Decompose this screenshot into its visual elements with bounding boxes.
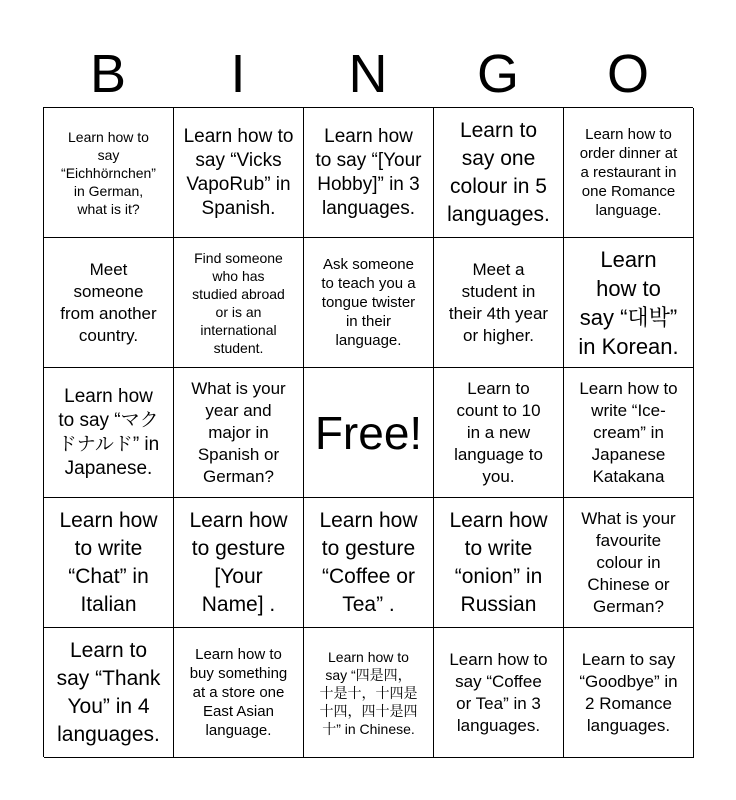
bingo-cell-r5-c5[interactable] — [564, 628, 694, 758]
bingo-cell-r1-c3[interactable] — [304, 108, 434, 238]
bingo-cell-r4-c1[interactable] — [44, 498, 174, 628]
bingo-cell-text: Learn to count to 10 in a new language to you. — [454, 378, 543, 486]
bingo-cell-text: Learn how to write “Ice- cream” in Japanese Katakana — [579, 378, 678, 486]
bingo-cell-text: Learn how to order dinner at a restaurant in one Romance language. — [579, 126, 678, 219]
bingo-cell-text: Learn how to say “Vicks VapoRub” in Spanish. — [183, 125, 294, 219]
bingo-cell-text: Learn how to say “四是四， 十是十，十四是 十四，四十是四 十” in Chinese. — [319, 648, 418, 737]
bingo-cell-text: Learn how to gesture “Coffee or Tea” . — [319, 508, 418, 616]
bingo-cell-r4-c4[interactable] — [434, 498, 564, 628]
bingo-cell-r3-c2[interactable] — [174, 368, 304, 498]
bingo-cell-r1-c4[interactable] — [434, 108, 564, 238]
header-letter-i: I — [230, 44, 246, 104]
bingo-cell-r4-c3[interactable] — [304, 498, 434, 628]
bingo-cell-r5-c2[interactable] — [174, 628, 304, 758]
bingo-cell-r5-c1[interactable] — [44, 628, 174, 758]
bingo-cell-text: Learn to say one colour in 5 languages. — [447, 118, 550, 226]
bingo-cell-text: Learn how to say “[Your Hobby]” in 3 languages. — [315, 125, 422, 219]
bingo-cell-r3-c4[interactable] — [434, 368, 564, 498]
bingo-cell-r1-c5[interactable] — [564, 108, 694, 238]
header-letter-o: O — [606, 44, 649, 104]
header-letter-g: G — [476, 44, 519, 104]
bingo-cell-text: Learn how to write “onion” in Russian — [449, 508, 548, 616]
bingo-cell-text: Ask someone to teach you a tongue twister in their language. — [321, 256, 416, 349]
bingo-cell-r2-c3[interactable] — [304, 238, 434, 368]
bingo-cell-text: Learn how to say “대박” in Korean. — [578, 246, 679, 359]
bingo-grid — [43, 107, 693, 757]
bingo-cell-r4-c2[interactable] — [174, 498, 304, 628]
bingo-cell-r3-c1[interactable] — [44, 368, 174, 498]
bingo-cell-text: Find someone who has studied abroad or is an international student. — [192, 249, 285, 356]
bingo-cell-r2-c5[interactable] — [564, 238, 694, 368]
bingo-cell-r2-c1[interactable] — [44, 238, 174, 368]
bingo-cell-r2-c4[interactable] — [434, 238, 564, 368]
bingo-cell-text: Learn how to say “マク ドナルド” in Japanese. — [57, 385, 160, 479]
bingo-cell-text: Meet a student in their 4th year or higher. — [448, 259, 549, 345]
bingo-cell-text: Learn how to write “Chat” in Italian — [59, 508, 158, 616]
bingo-cell-text: Learn how to say “Eichhörnchen” in German, what is it? — [61, 128, 156, 217]
header-letter-n: N — [348, 44, 388, 104]
bingo-cell-text: Learn how to say “Coffee or Tea” in 3 languages. — [449, 649, 548, 735]
bingo-cell-r1-c2[interactable] — [174, 108, 304, 238]
bingo-cell-text: What is your year and major in Spanish or German? — [191, 378, 286, 486]
header-letter-b: B — [89, 44, 127, 104]
free-space-text: Free! — [314, 406, 423, 459]
bingo-cell-r5-c4[interactable] — [434, 628, 564, 758]
bingo-cell-r4-c5[interactable] — [564, 498, 694, 628]
bingo-cell-text: Meet someone from another country. — [60, 259, 157, 345]
bingo-cell-text: Learn how to buy something at a store one East Asian language. — [189, 646, 288, 739]
bingo-header — [43, 40, 693, 108]
bingo-cell-r3-c5[interactable] — [564, 368, 694, 498]
bingo-cell-r1-c1[interactable] — [44, 108, 174, 238]
bingo-cell-free[interactable] — [304, 368, 434, 498]
bingo-cell-text: Learn to say “Thank You” in 4 languages. — [56, 638, 161, 746]
bingo-cell-text: What is your favourite colour in Chinese or German? — [581, 508, 676, 616]
bingo-cell-r2-c2[interactable] — [174, 238, 304, 368]
bingo-cell-text: Learn how to gesture [Your Name] . — [189, 508, 288, 616]
bingo-cell-text: Learn to say “Goodbye” in 2 Romance languages. — [579, 649, 678, 735]
bingo-cell-r5-c3[interactable] — [304, 628, 434, 758]
